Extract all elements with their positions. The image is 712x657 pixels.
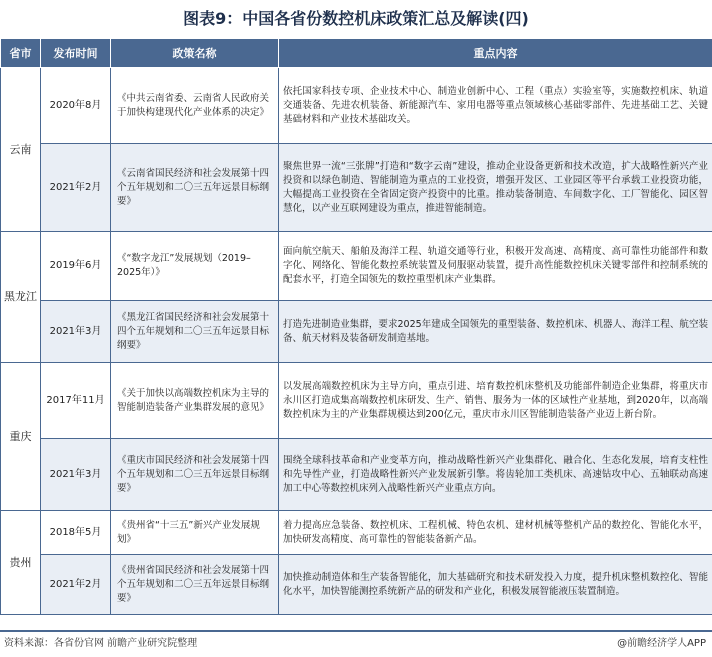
- footer: [0, 630, 712, 657]
- province-cell: 重庆: [1, 363, 41, 511]
- content-cell: 面向航空航天、船舶及海洋工程、轨道交通等行业，积极开发高速、高精度、高可靠性功能部件和数字化、网络化、智能化数控系统装置及伺服驱动装置，提升高性能数控机床关键零部件和控制系统的配套水平，打造全国领先的数控重型机床产业集群。: [279, 232, 712, 301]
- table-row: [1, 301, 712, 363]
- header-time: 发布时间: [41, 39, 111, 68]
- table-row: [1, 232, 712, 301]
- province-cell: 云南: [1, 68, 41, 232]
- table-row: [1, 144, 712, 232]
- brand-label: @前瞻经济学人APP: [617, 638, 706, 649]
- time-cell: 2017年11月: [41, 363, 111, 439]
- time-cell: 2019年6月: [41, 232, 111, 301]
- content-cell: 以发展高端数控机床为主导方向，重点引进、培育数控机床整机及功能部件制造企业集群，将重庆市永川区打造成集高端数控机床研发、生产、销售、服务为一体的区域性产业基地，到2020年，以高端数控机床为主的产业集群规模达到200亿元，重庆市永川区智能制造装备产业迈上新台阶。: [279, 363, 712, 439]
- chart-title: 图表9：中国各省份数控机床政策汇总及解读(四): [183, 9, 529, 28]
- policy-name-cell: 《云南省国民经济和社会发展第十四个五年规划和二〇三五年远景目标纲要》: [111, 144, 279, 232]
- content-cell: 围绕全球科技革命和产业变革方向，推动战略性新兴产业集群化、融合化、生态化发展，培育支柱性和先导性产业，打造战略性新兴产业发展新引擎。将齿轮加工类机床、高速钻攻中心、五轴联动高速加工中心等数控机床列入战略性新兴产业重点方向。: [279, 439, 712, 511]
- policy-table: [0, 38, 712, 615]
- table-row: [1, 439, 712, 511]
- time-cell: 2020年8月: [41, 68, 111, 144]
- content-cell: 聚焦世界一流“三张牌”打造和“数字云南”建设，推动企业设备更新和技术改造，扩大战略性新兴产业投资和以绿色制造、智能制造为重点的工业投资，增强开发区、工业园区等平台承载工业投资功能，大幅提高工业投资在全省固定资产投资中的比重。推动装备制造、车间数字化、工厂智能化、园区智慧化，以产业互联网建设为重点，推进智能制造。: [279, 144, 712, 232]
- time-cell: 2021年2月: [41, 555, 111, 615]
- content-cell: 依托国家科技专项、企业技术中心、制造业创新中心、工程（重点）实验室等，实施数控机床、轨道交通装备、先进农机装备、新能源汽车、家用电器等重点领域核心基础零部件、先进基础工艺、关键基础材料和产业技术基础攻关。: [279, 68, 712, 144]
- time-cell: 2021年3月: [41, 301, 111, 363]
- policy-name-cell: 《重庆市国民经济和社会发展第十四个五年规划和二〇三五年远景目标纲要》: [111, 439, 279, 511]
- header-content: 重点内容: [279, 39, 712, 68]
- table-header-row: [1, 39, 712, 68]
- source-note: 资料来源：各省份官网 前瞻产业研究院整理: [4, 638, 198, 649]
- time-cell: 2021年2月: [41, 144, 111, 232]
- content-cell: 打造先进制造业集群，要求2025年建成全国领先的重型装备、数控机床、机器人、海洋工程、航空装备、航天材料及装备研发制造基地。: [279, 301, 712, 363]
- policy-name-cell: 《关于加快以高端数控机床为主导的智能制造装备产业集群发展的意见》: [111, 363, 279, 439]
- province-cell: 黑龙江: [1, 232, 41, 363]
- policy-name-cell: 《贵州省国民经济和社会发展第十四个五年规划和二〇三五年远景目标纲要》: [111, 555, 279, 615]
- table-row: [1, 511, 712, 555]
- header-province: 省市: [1, 39, 41, 68]
- policy-name-cell: 《“数字龙江”发展规划（2019–2025年）》: [111, 232, 279, 301]
- province-cell: 贵州: [1, 511, 41, 615]
- content-cell: 加快推动制造体和生产装备智能化，加大基础研究和技术研发投入力度，提升机床整机数控化、智能化水平，加快智能测控系统新产品的研发和产业化，积极发展智能液压装置制造。: [279, 555, 712, 615]
- table-row: [1, 555, 712, 615]
- header-name: 政策名称: [111, 39, 279, 68]
- time-cell: 2018年5月: [41, 511, 111, 555]
- policy-name-cell: 《中共云南省委、云南省人民政府关于加快构建现代化产业体系的决定》: [111, 68, 279, 144]
- policy-name-cell: 《贵州省“十三五”新兴产业发展规划》: [111, 511, 279, 555]
- policy-name-cell: 《黑龙江省国民经济和社会发展第十四个五年规划和二〇三五年远景目标纲要》: [111, 301, 279, 363]
- table-row: [1, 363, 712, 439]
- table-row: [1, 68, 712, 144]
- time-cell: 2021年3月: [41, 439, 111, 511]
- content-cell: 着力提高应急装备、数控机床、工程机械、特色农机、建材机械等整机产品的数控化、智能化水平，加快研发高精度、高可靠性的智能装备新产品。: [279, 511, 712, 555]
